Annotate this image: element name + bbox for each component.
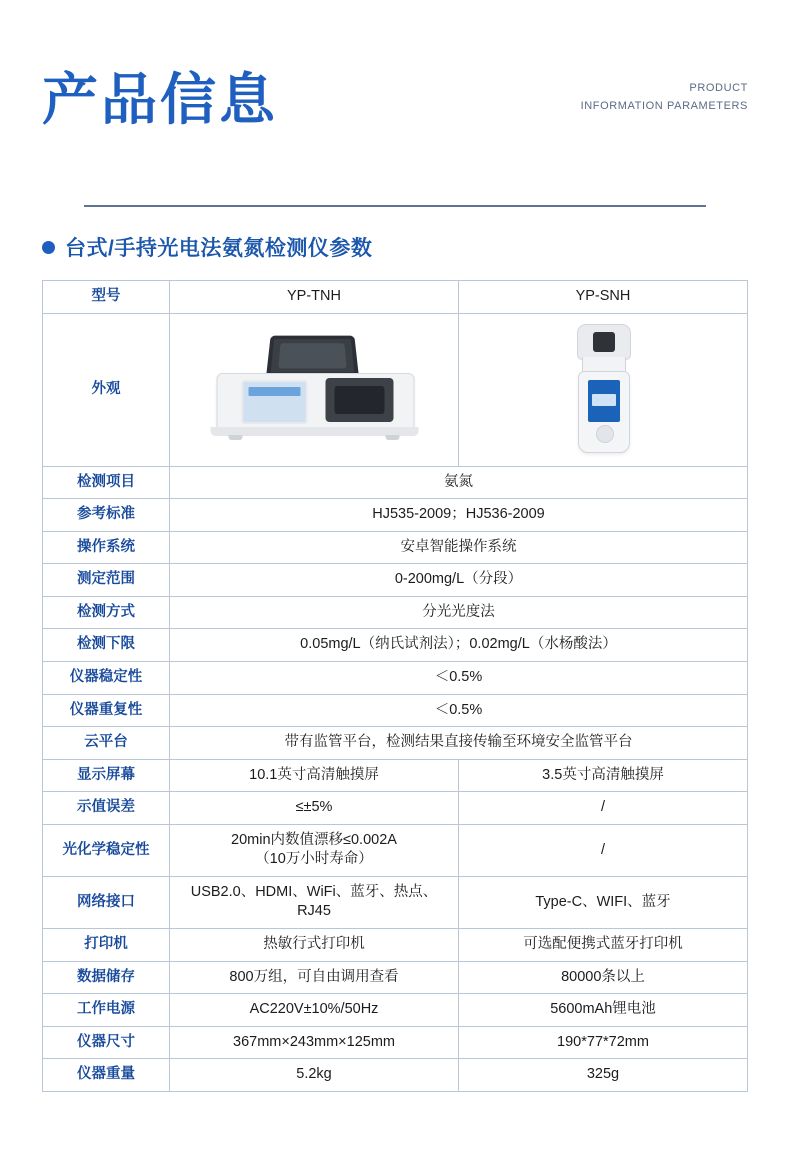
header-subtitle-line1: PRODUCT xyxy=(689,82,748,94)
handheld-analyzer-illustration xyxy=(573,324,633,456)
table-row xyxy=(43,792,748,825)
row-label: 仪器尺寸 xyxy=(43,1026,170,1059)
table-row-model xyxy=(43,281,748,314)
row-value-shared: 0.05mg/L（纳氏试剂法）；0.02mg/L（水杨酸法） xyxy=(170,629,748,662)
row-label: 打印机 xyxy=(43,929,170,962)
row-label: 示值误差 xyxy=(43,792,170,825)
row-label: 云平台 xyxy=(43,727,170,760)
table-row xyxy=(43,596,748,629)
table-row-appearance xyxy=(43,313,748,466)
row-value-model-a: 20min内数值漂移≤0.002A （10万小时寿命） xyxy=(170,824,459,876)
row-value-shared: 氨氮 xyxy=(170,466,748,499)
row-value-model-b: 5600mAh锂电池 xyxy=(459,994,748,1027)
row-value-model-b: 3.5英寸高清触摸屏 xyxy=(459,759,748,792)
row-label: 参考标准 xyxy=(43,499,170,532)
row-label: 仪器稳定性 xyxy=(43,661,170,694)
header-subtitle-line2: INFORMATION PARAMETERS xyxy=(580,99,748,112)
section-heading xyxy=(42,232,748,262)
benchtop-lid xyxy=(266,335,359,376)
table-row xyxy=(43,531,748,564)
row-value-shared: ＜0.5% xyxy=(170,694,748,727)
cell-appearance-b xyxy=(459,313,748,466)
table-row xyxy=(43,961,748,994)
row-label: 检测项目 xyxy=(43,466,170,499)
table-row xyxy=(43,994,748,1027)
handheld-body xyxy=(578,371,630,453)
row-value-shared: 分光光度法 xyxy=(170,596,748,629)
header-divider xyxy=(84,205,706,207)
handheld-button xyxy=(596,425,614,443)
cell-model-b: YP-SNH xyxy=(459,281,748,314)
row-value-model-a: AC220V±10%/50Hz xyxy=(170,994,459,1027)
row-value-model-a: ≤±5% xyxy=(170,792,459,825)
benchtop-analyzer-photo xyxy=(174,320,454,460)
section-heading-label: 台式/手持光电法氨氮检测仪参数 xyxy=(65,237,373,260)
table-row xyxy=(43,1059,748,1092)
row-value-shared: 安卓智能操作系统 xyxy=(170,531,748,564)
benchtop-foot-left xyxy=(229,435,243,440)
row-value-shared: HJ535-2009；HJ536-2009 xyxy=(170,499,748,532)
row-value-shared: ＜0.5% xyxy=(170,661,748,694)
table-row xyxy=(43,727,748,760)
row-value-model-a: 800万组，可自由调用查看 xyxy=(170,961,459,994)
handheld-analyzer-photo xyxy=(463,320,743,460)
row-value-shared: 0-200mg/L（分段） xyxy=(170,564,748,597)
table-row xyxy=(43,661,748,694)
bullet-icon xyxy=(42,241,55,254)
row-label: 测定范围 xyxy=(43,564,170,597)
row-label: 检测下限 xyxy=(43,629,170,662)
row-label-model: 型号 xyxy=(43,281,170,314)
table-row xyxy=(43,629,748,662)
row-value-model-b: 325g xyxy=(459,1059,748,1092)
benchtop-sample-well xyxy=(326,378,394,422)
row-value-model-b: 190*77*72mm xyxy=(459,1026,748,1059)
page-header xyxy=(42,0,748,170)
handheld-screen xyxy=(588,380,620,422)
row-value-model-a: USB2.0、HDMI、WiFi、蓝牙、热点、RJ45 xyxy=(170,876,459,928)
row-label-appearance: 外观 xyxy=(43,313,170,466)
row-label: 光化学稳定性 xyxy=(43,824,170,876)
specifications-table-body xyxy=(43,281,748,1092)
benchtop-body xyxy=(217,373,415,431)
cell-appearance-a xyxy=(170,313,459,466)
row-value-model-b: / xyxy=(459,824,748,876)
row-value-model-b: 可选配便携式蓝牙打印机 xyxy=(459,929,748,962)
table-row xyxy=(43,759,748,792)
row-label: 数据储存 xyxy=(43,961,170,994)
row-label: 显示屏幕 xyxy=(43,759,170,792)
table-row xyxy=(43,929,748,962)
row-label: 网络接口 xyxy=(43,876,170,928)
table-row xyxy=(43,694,748,727)
row-label: 仪器重复性 xyxy=(43,694,170,727)
handheld-head xyxy=(577,324,631,360)
cell-model-a: YP-TNH xyxy=(170,281,459,314)
table-row xyxy=(43,466,748,499)
table-row xyxy=(43,1026,748,1059)
benchtop-foot-right xyxy=(386,435,400,440)
table-row xyxy=(43,499,748,532)
table-row xyxy=(43,564,748,597)
row-value-model-b: 80000条以上 xyxy=(459,961,748,994)
row-value-model-b: Type-C、WIFI、蓝牙 xyxy=(459,876,748,928)
row-value-model-a: 热敏行式打印机 xyxy=(170,929,459,962)
page-title: 产品信息 xyxy=(42,68,278,131)
specifications-table xyxy=(42,280,748,1092)
row-value-model-a: 5.2kg xyxy=(170,1059,459,1092)
benchtop-screen xyxy=(242,380,308,424)
row-label: 仪器重量 xyxy=(43,1059,170,1092)
row-label: 工作电源 xyxy=(43,994,170,1027)
row-label: 检测方式 xyxy=(43,596,170,629)
row-value-model-a: 10.1英寸高清触摸屏 xyxy=(170,759,459,792)
row-value-model-a: 367mm×243mm×125mm xyxy=(170,1026,459,1059)
table-row xyxy=(43,876,748,928)
row-value-shared: 带有监管平台，检测结果直接传输至环境安全监管平台 xyxy=(170,727,748,760)
row-label: 操作系统 xyxy=(43,531,170,564)
benchtop-analyzer-illustration xyxy=(207,331,422,449)
header-subtitle xyxy=(581,80,748,115)
row-value-model-b: / xyxy=(459,792,748,825)
table-row xyxy=(43,824,748,876)
